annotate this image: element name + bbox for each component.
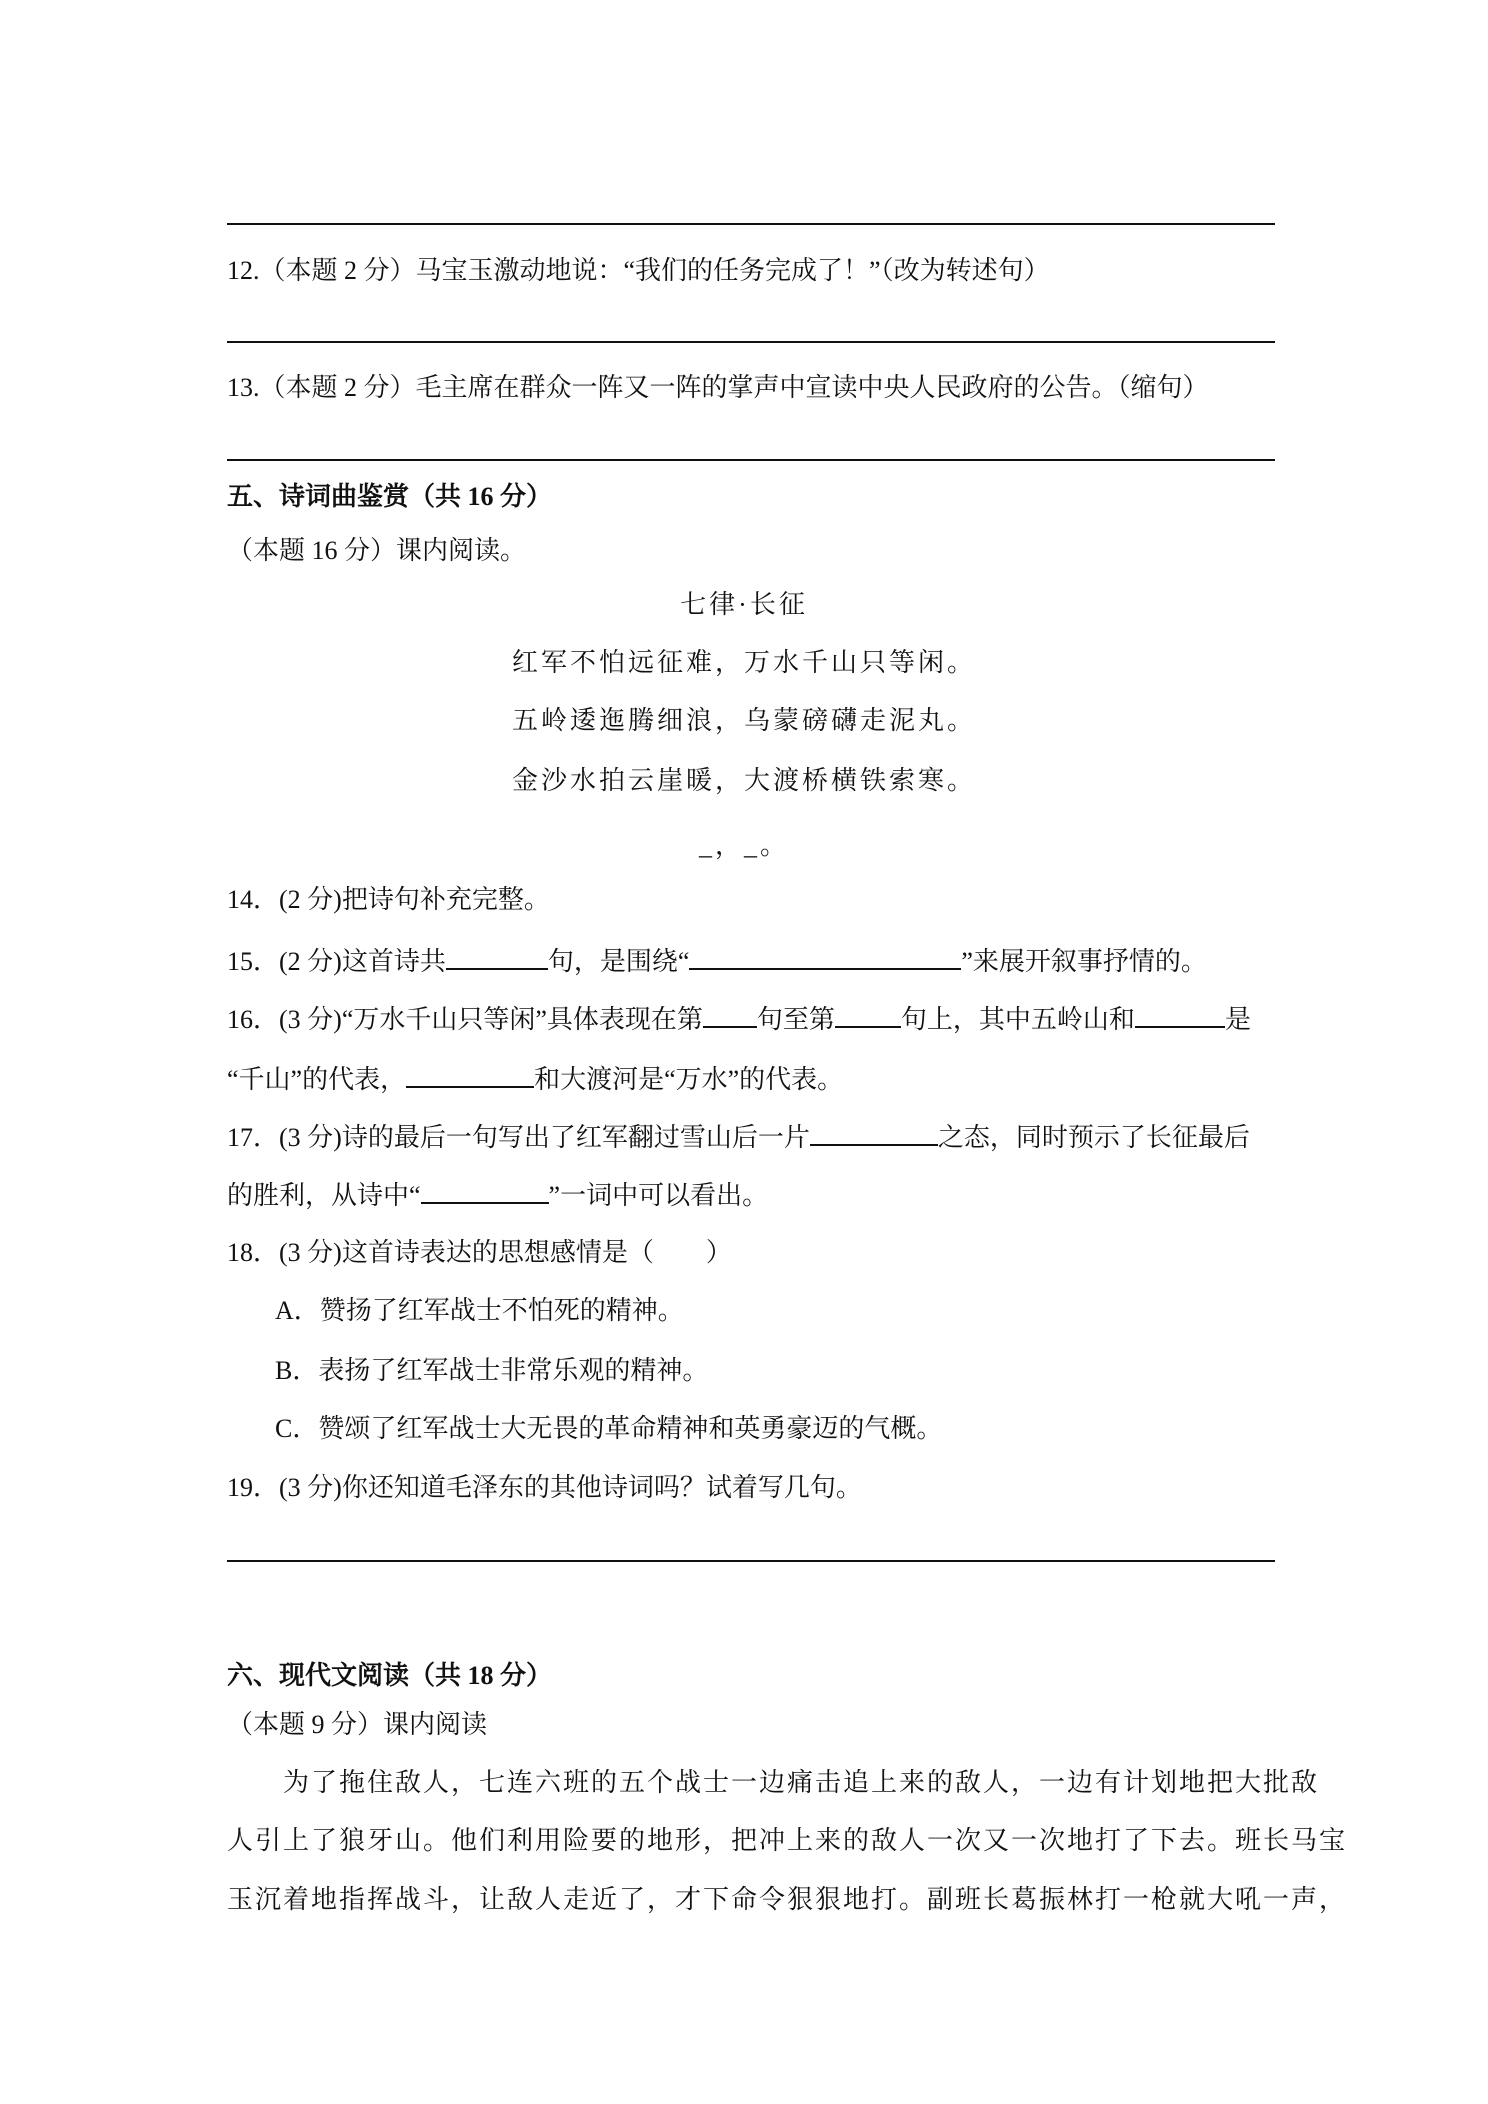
q16-text: 16．(3 分)“万水千山只等闲”具体表现在第	[227, 1005, 703, 1034]
question-16	[227, 1000, 1251, 1037]
poem-missing-line: _，_。	[698, 831, 789, 860]
section-6-heading: 六、现代文阅读（共 18 分）	[227, 1661, 553, 1690]
poem-line: 红军不怕远征难，万水千山只等闲。	[511, 648, 976, 677]
paragraph-line: 为了拖住敌人，七连六班的五个战士一边痛击追上来的敌人，一边有计划地把大批敌	[227, 1768, 1320, 1797]
section-5-heading: 五、诗词曲鉴赏（共 16 分）	[227, 482, 553, 511]
question-17-cont	[227, 1176, 768, 1213]
answer-line[interactable]	[227, 1560, 1275, 1562]
poem-line: 金沙水拍云崖暖，大渡桥横铁索寒。	[511, 766, 976, 795]
blank-field[interactable]	[1135, 1000, 1225, 1028]
question-14: 14．(2 分)把诗句补充完整。	[227, 885, 550, 914]
question-12: 12.（本题 2 分）马宝玉激动地说：“我们的任务完成了！”（改为转述句）	[227, 256, 1050, 285]
blank-field[interactable]	[835, 1000, 901, 1028]
q16-text: “千山”的代表，	[227, 1065, 407, 1094]
blank-field[interactable]	[446, 942, 548, 970]
blank-field[interactable]	[810, 1118, 938, 1146]
blank-field[interactable]	[703, 1000, 757, 1028]
q16-text: 是	[1224, 1005, 1251, 1034]
option-c[interactable]: C．赞颂了红军战士大无畏的革命精神和英勇豪迈的气概。	[275, 1414, 943, 1443]
blank-field[interactable]	[421, 1176, 549, 1204]
question-15	[227, 942, 1207, 979]
q15-text: 15．(2 分)这首诗共	[227, 947, 446, 976]
q15-text: 句，是围绕“	[547, 947, 690, 976]
paragraph-line: 人引上了狼牙山。他们利用险要的地形，把冲上来的敌人一次又一次地打了下去。班长马宝	[227, 1826, 1348, 1855]
option-b[interactable]: B．表扬了红军战士非常乐观的精神。	[275, 1356, 709, 1385]
option-a[interactable]: A．赞扬了红军战士不怕死的精神。	[275, 1296, 684, 1325]
q17-text: 17．(3 分)诗的最后一句写出了红军翻过雪山后一片	[227, 1123, 810, 1152]
question-19: 19．(3 分)你还知道毛泽东的其他诗词吗？试着写几句。	[227, 1473, 862, 1502]
q16-text: 句至第	[756, 1005, 835, 1034]
q17-text: 之态，同时预示了长征最后	[937, 1123, 1250, 1152]
blank-field[interactable]	[689, 942, 961, 970]
q15-text: ”来展开叙事抒情的。	[961, 947, 1207, 976]
paragraph-line: 玉沉着地指挥战斗，让敌人走近了，才下命令狠狠地打。副班长葛振林打一枪就大吼一声，	[227, 1885, 1348, 1914]
answer-line[interactable]	[227, 223, 1275, 225]
q16-text: 句上，其中五岭山和	[900, 1005, 1135, 1034]
blank-field[interactable]	[406, 1060, 534, 1088]
question-18: 18．(3 分)这首诗表达的思想感情是（ ）	[227, 1238, 732, 1267]
section-6-intro: （本题 9 分）课内阅读	[227, 1710, 488, 1739]
q17-text: ”一词中可以看出。	[548, 1181, 769, 1210]
q17-text: 的胜利，从诗中“	[227, 1181, 421, 1210]
question-13: 13.（本题 2 分）毛主席在群众一阵又一阵的掌声中宣读中央人民政府的公告。（缩句）	[227, 373, 1209, 402]
section-5-intro: （本题 16 分）课内阅读。	[227, 536, 527, 565]
answer-line[interactable]	[227, 341, 1275, 343]
poem-line: 五岭逶迤腾细浪，乌蒙磅礴走泥丸。	[511, 706, 976, 735]
question-16-cont	[227, 1060, 843, 1097]
q16-text: 和大渡河是“万水”的代表。	[534, 1065, 844, 1094]
answer-line[interactable]	[227, 459, 1275, 461]
question-17	[227, 1118, 1250, 1155]
poem-title: 七律·长征	[680, 590, 808, 619]
